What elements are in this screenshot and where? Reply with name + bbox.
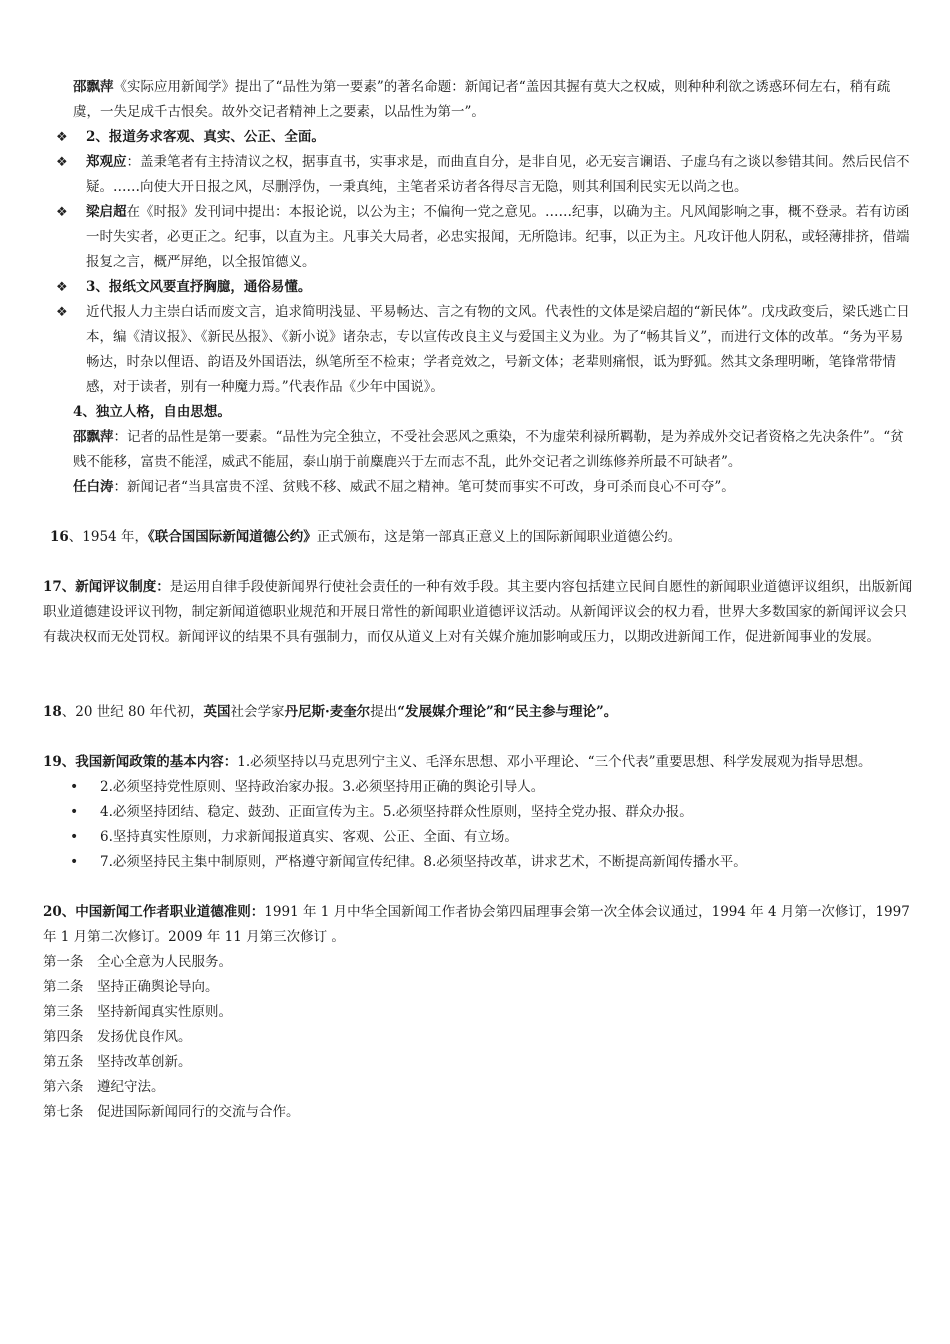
section-18-person: 丹尼斯·麦奎尔 xyxy=(284,704,371,720)
ethics-article: 第二条 坚持正确舆论导向。 xyxy=(43,979,219,995)
ethics-article: 第三条 坚持新闻真实性原则。 xyxy=(43,1004,232,1020)
zheng-guanying-paragraph xyxy=(86,150,916,200)
policy-bullet: 7.必须坚持民主集中制原则，严格遵守新闻宣传纪律。8.必须坚持改革，讲求艺术，不断提高新闻传播水平。 xyxy=(100,854,747,870)
section-16-number: 16 xyxy=(50,529,69,545)
section-18-theories: “发展媒介理论”和“民主参与理论” xyxy=(397,704,604,720)
section-16-post: 正式颁布，这是第一部真正意义上的国际新闻职业道德公约。 xyxy=(316,529,682,545)
section-18-t2: 社会学家 xyxy=(230,704,285,720)
ren-baitao-paragraph xyxy=(73,475,915,500)
section-17-number: 17 xyxy=(43,579,62,595)
section-20 xyxy=(43,900,915,950)
ethics-article: 第六条 遵纪守法。 xyxy=(43,1079,165,1095)
liang-qichao-text: 在《时报》发刊词中提出：本报论说，以公为主；不偏徇一党之意见。……纪事，以确为主。凡风闻影响之事，概不登录。若有访函一时失实者，必更正之。纪事，以直为主。凡事关大局者，必忠实报闻，无所隐讳。纪事，以正为主。凡攻讦他人阴私，或轻薄排挤，借端报复之言，概严屏绝，以全报馆德义。 xyxy=(86,204,910,270)
section-16-title: 《联合国国际新闻道德公约》 xyxy=(147,529,317,545)
item-4-title: 4、独立人格，自由思想。 xyxy=(73,404,231,420)
bullet-dot-icon: • xyxy=(70,854,79,870)
shao-piaoping-2-name: 邵飘萍 xyxy=(73,429,114,445)
ren-baitao-name: 任白涛 xyxy=(73,479,114,495)
zheng-guanying-text: ：盖秉笔者有主持清议之权，据事直书，实事求是，而曲直自分，是非自见，必无妄言谰语、子虚乌有之谈以参错其间。然后民信不疑。……向使大开日报之风，尽删浮伪，一秉真纯，主笔者采访者各得尽言无隐，则其利国利民实无以尚之也。 xyxy=(86,154,910,195)
section-18-t3: 提出 xyxy=(370,704,398,720)
ethics-article: 第四条 发扬优良作风。 xyxy=(43,1029,192,1045)
liang-qichao-paragraph xyxy=(86,200,916,275)
policy-bullet: 6.坚持真实性原则，力求新闻报道真实、客观、公正、全面、有立场。 xyxy=(100,829,518,845)
section-17-title: 、新闻评议制度： xyxy=(61,579,170,595)
section-19-text: 1.必须坚持以马克思列宁主义、毛泽东思想、邓小平理论、“三个代表”重要思想、科学发展观为指导思想。 xyxy=(237,754,872,770)
policy-bullet: 2.必须坚持党性原则、坚持政治家办报。3.必须坚持用正确的舆论引导人。 xyxy=(100,779,545,795)
section-17-text: 是运用自律手段使新闻界行使社会责任的一种有效手段。其主要内容包括建立民间自愿性的新闻职业道德评议组织，出版新闻职业道德建设评议刊物，制定新闻道德职业规范和开展日常性的新闻职业道德评议活动。从新闻评议会的权力看，世界大多数国家的新闻评议会只有裁决权而无处罚权。新闻评议的结果不具有强制力，而仅从道义上对有关媒介施加影响或压力，以期改进新闻工作，促进新闻事业的发展。 xyxy=(43,579,913,645)
policy-bullet: 4.必须坚持团结、稳定、鼓劲、正面宣传为主。5.必须坚持群众性原则，坚持全党办报、群众办报。 xyxy=(100,804,693,820)
diamond-bullet-icon: ❖ xyxy=(56,205,68,220)
section-18-t1: 、20 世纪 80 年代初， xyxy=(61,704,204,720)
bullet-dot-icon: • xyxy=(70,829,79,845)
section-19-title: 、我国新闻政策的基本内容： xyxy=(61,754,238,770)
bullet-dot-icon: • xyxy=(70,779,79,795)
shao-piaoping-2-paragraph xyxy=(73,425,915,475)
zheng-guanying-name: 郑观应 xyxy=(86,154,127,170)
section-19 xyxy=(43,750,915,775)
diamond-bullet-icon: ❖ xyxy=(56,280,68,295)
section-18-number: 18 xyxy=(43,704,62,720)
section-16-pre: 、1954 年， xyxy=(68,529,148,545)
item-2-title: 2、报道务求客观、真实、公正、全面。 xyxy=(86,129,325,145)
section-17 xyxy=(43,575,915,650)
ethics-article: 第七条 促进国际新闻同行的交流与合作。 xyxy=(43,1104,300,1120)
diamond-bullet-icon: ❖ xyxy=(56,130,68,145)
bullet-dot-icon: • xyxy=(70,804,79,820)
section-20-number: 20 xyxy=(43,904,62,920)
shao-piaoping-paragraph xyxy=(73,75,915,125)
item-3-title: 3、报纸文风要直抒胸臆，通俗易懂。 xyxy=(86,279,312,295)
section-18-t4: 。 xyxy=(603,704,618,720)
ethics-article: 第五条 坚持改革创新。 xyxy=(43,1054,192,1070)
section-18 xyxy=(43,700,915,725)
section-16 xyxy=(50,525,915,550)
diamond-bullet-icon: ❖ xyxy=(56,155,68,170)
ethics-article: 第一条 全心全意为人民服务。 xyxy=(43,954,232,970)
diamond-bullet-icon: ❖ xyxy=(56,305,68,320)
ren-baitao-text: ：新闻记者“当具富贵不淫、贫贱不移、威武不屈之精神。笔可焚而事实不可改，身可杀而良心不可夺”。 xyxy=(113,479,735,495)
section-20-text: 1991 年 1 月中华全国新闻工作者协会第四届理事会第一次全体会议通过，1994 年 4 月第一次修订，1997 年 1 月第二次修订。2009 年 11 月第三次修订 。 xyxy=(43,904,910,945)
shao-piaoping-text: 《实际应用新闻学》提出了“品性为第一要素”的著名命题：新闻记者“盖因其握有莫大之权威，则种种利欲之诱惑环伺左右，稍有疏虞，一失足成千古恨矣。故外交记者精神上之要素，以品性为第一”。 xyxy=(73,79,891,120)
section-19-number: 19 xyxy=(43,754,62,770)
liang-qichao-name: 梁启超 xyxy=(86,204,127,220)
section-20-title: 、中国新闻工作者职业道德准则： xyxy=(61,904,265,920)
item-3-text: 近代报人力主崇白话而废文言，追求简明浅显、平易畅达、言之有物的文风。代表性的文体是梁启超的“新民体”。戊戌政变后，梁氏逃亡日本，编《清议报》、《新民丛报》、《新小说》诸杂志，专以宣传改良主义与爱国主义为业。为了“畅其旨义”，而进行文体的改革。“务为平易畅达，时杂以俚语、韵语及外国语法，纵笔所至不检束；学者竞效之，号新文体；老辈则痛恨，诋为野狐。然其文条理明晰，笔锋常带情感，对于读者，别有一种魔力焉。”代表作品《少年中国说》。 xyxy=(86,304,910,395)
shao-piaoping-2-text: ：记者的品性是第一要素。“品性为完全独立，不受社会恶风之熏染，不为虚荣利禄所羁勒，是为养成外交记者资格之先决条件”。“贫贱不能移，富贵不能淫，威武不能屈，泰山崩于前麋鹿兴于左而志不乱，此外交记者之训练修养所最不可缺者”。 xyxy=(73,429,904,470)
section-18-country: 英国 xyxy=(203,704,231,720)
shao-piaoping-name: 邵飘萍 xyxy=(73,79,114,95)
